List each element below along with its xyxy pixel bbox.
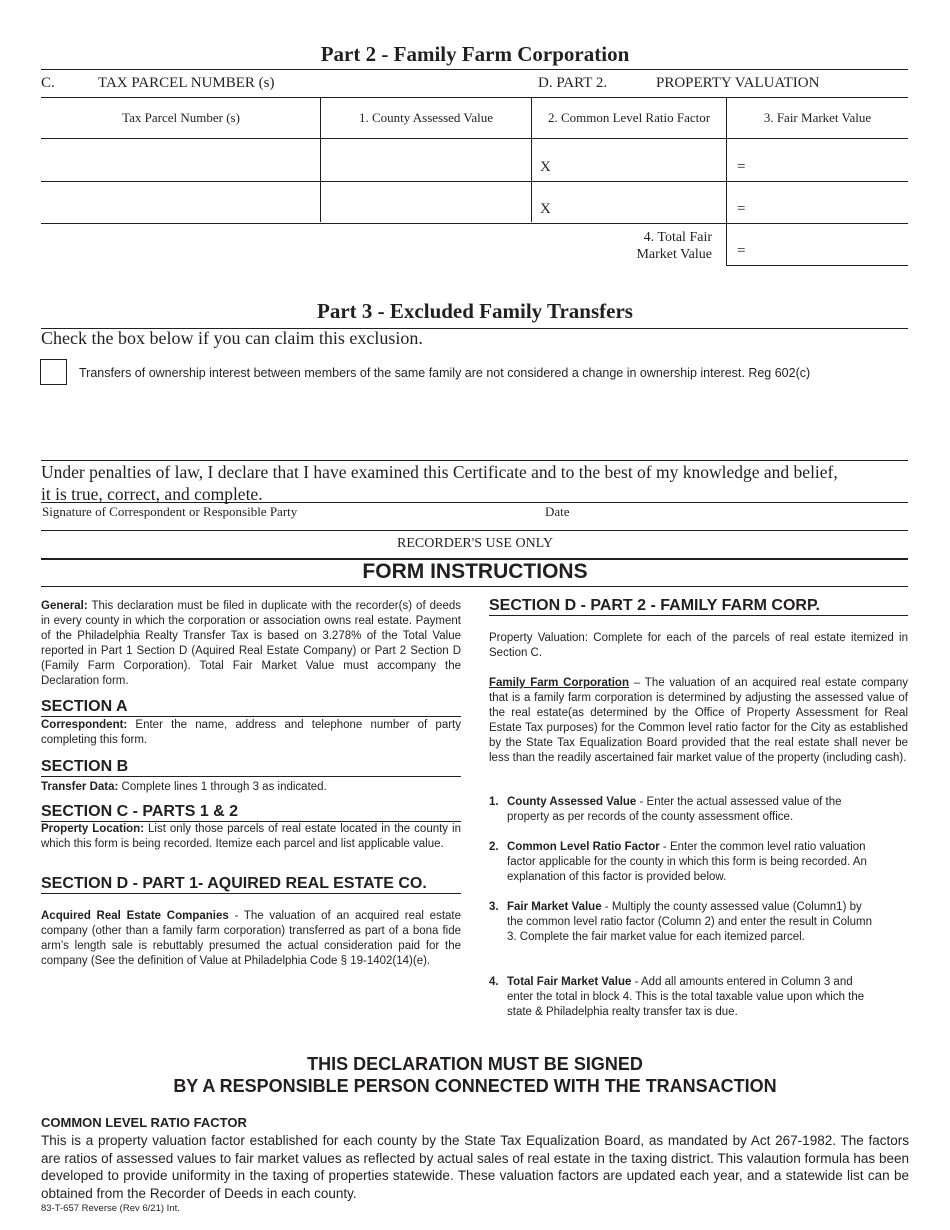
exclusion-text: Transfers of ownership interest between members of the same family are not considered a change in ownership interest. Reg 602(c) [79,366,811,380]
section-a-heading: SECTION A [41,698,461,717]
section-d-label: D. PART 2. [538,75,608,91]
instructions-rule [41,586,908,587]
family-farm-paragraph [489,676,908,766]
signature-label: Signature of Correspondent or Responsible Party [42,504,298,519]
list-item-body: - Enter the actual assessed value of the property as per records of the county assessment office. [507,796,842,823]
list-item-text [507,840,867,885]
section-c-letter: C. [41,75,55,91]
section-b-paragraph [41,780,461,795]
list-item-label: Fair Market Value [507,901,602,913]
list-item-text [507,975,872,1020]
table-divider [531,97,532,222]
equals-symbol: = [737,201,746,217]
list-item-number: 4. [489,976,499,988]
section-a-paragraph [41,718,461,748]
part2-top-rule [41,69,908,70]
section-d1-text: - The valuation of an acquired real estate company (other than a family farm corporation) transferred as part of a bona fide arm’s length sale is rebuttably presumed the actual consideration paid for the company (See the definition of Value at Philadelphia Code § 19-1402(14)(e). [41,910,461,967]
section-a-label: Correspondent: [41,719,128,731]
list-item-number: 1. [489,796,499,808]
part3-instruction: Check the box below if you can claim this exclusion. [41,328,423,348]
list-item-body: - Multiply the county assessed value (Column1) by the common level ratio factor (Column 2) and enter the result in Column 3. Complete the fair market value for each itemized parcel. [507,901,872,943]
family-farm-label: Family Farm Corporation [489,677,629,689]
general-label: General: [41,600,88,612]
section-c-paragraph [41,822,461,852]
declaration-line-1: Under penalties of law, I declare that I have examined this Certificate and to the best of my knowledge and belief, [41,462,838,482]
general-text: This declaration must be filed in duplicate with the recorder(s) of deeds in every county in which the corporation or association owns real estate. Payment of the Philadelphia Realty Transfer Tax is based on 3.278% of the Total Value reported in Part 1 Section D (Aquired Real Estate Company) or Part 2 Section D (Family Farm Corporation). Total Fair Market Value must accompany the Declaration form. [41,600,461,687]
fair-market-value-field-2[interactable] [755,183,905,222]
list-item-number: 3. [489,901,499,913]
signature-field[interactable] [41,480,531,501]
col-header-ratio: 2. Common Level Ratio Factor [547,110,711,125]
list-item-number: 2. [489,841,499,853]
fair-market-value-field-1[interactable] [755,140,905,180]
family-farm-text: – The valuation of an acquired real estate company that is a family farm corporation is determined by adjusting the assessed value of the real estate(as determined by the Office of Property Assessment for Real Estate Tax purposes) for the Common level ratio factor for the City as established by the State Tax Equalization Board provided that the real estate shall never be less than the readily ascertained fair market value of the property (including cash). [489,677,908,764]
assessed-value-field-2[interactable] [322,183,530,222]
signature-line [41,502,908,503]
parcel-number-field-2[interactable] [41,183,320,222]
total-fmv-label [600,229,712,263]
table-rule [41,223,908,224]
col-header-fmv: 3. Fair Market Value [763,110,872,125]
section-c-text: List only those parcels of real estate located in the county in which this form is being recorded. Itemize each parcel and list applicable value. [41,823,461,850]
general-paragraph [41,599,461,689]
total-fmv-label-line2: Market Value [636,247,712,262]
ratio-factor-field-1[interactable] [560,140,725,180]
total-fair-market-value-field[interactable] [755,225,905,264]
multiply-symbol: X [540,159,551,175]
section-d2-intro: Property Valuation: Complete for each of the parcels of real estate itemized in Section C. [489,632,908,659]
total-rule [726,265,908,266]
section-c-heading: SECTION C - PARTS 1 & 2 [41,803,461,822]
section-d2-heading: SECTION D - PART 2 - FAMILY FARM CORP. [489,597,908,616]
must-sign-notice [0,1053,950,1097]
table-divider [320,97,321,222]
table-rule [41,138,908,139]
list-item-label: County Assessed Value [507,796,637,808]
list-item-text [507,900,877,945]
clr-text: This is a property valuation factor established for each county by the State Tax Equalization Board, as mandated by Act 267-1982. The factors are ratios of assessed values to fair market values as reflected by actual sales of real estate in the taxing district. This valaution formula has been developed to provide uniformity in the taxing of properties statewide. These valuation factors are updated each year, and a statewide list can be obtained from the Recorder of Deeds in each county. [41,1133,909,1201]
col-header-assessed: 1. County Assessed Value [358,110,494,125]
total-fmv-label-line1: 4. Total Fair [643,230,712,245]
section-a-text: Enter the name, address and telephone number of party completing this form. [41,719,461,746]
equals-symbol: = [737,243,746,259]
must-sign-line-1: THIS DECLARATION MUST BE SIGNED [307,1054,643,1074]
section-b-heading: SECTION B [41,758,461,777]
form-instructions-title: FORM INSTRUCTIONS [362,560,588,583]
date-label: Date [545,504,570,519]
date-field[interactable] [545,480,905,501]
list-item-text [507,795,879,825]
section-d1-paragraph [41,909,461,969]
list-item-label: Common Level Ratio Factor [507,841,660,853]
section-b-text: Complete lines 1 through 3 as indicated. [118,781,327,793]
section-c-label: TAX PARCEL NUMBER (s) [98,75,275,91]
must-sign-line-2: BY A RESPONSIBLE PERSON CONNECTED WITH THE TRANSACTION [173,1076,777,1096]
multiply-symbol: X [540,201,551,217]
section-d1-label: Acquired Real Estate Companies [41,910,229,922]
list-item-body: - Add all amounts entered in Column 3 and enter the total in block 4. This is the total taxable value upon which the state & Philadelphia realty transfer tax is due. [507,976,865,1018]
part3-title: Part 3 - Excluded Family Transfers [317,299,633,323]
clr-heading: COMMON LEVEL RATIO FACTOR [41,1115,247,1130]
section-d-title: PROPERTY VALUATION [656,75,820,91]
recorder-use-only: RECORDER'S USE ONLY [397,536,553,551]
form-number: 83-T-657 Reverse (Rev 6/21) Int. [41,1203,180,1214]
ratio-factor-field-2[interactable] [560,183,725,222]
assessed-value-field-1[interactable] [322,140,530,180]
parcel-number-field-1[interactable] [41,140,320,180]
col-header-parcel: Tax Parcel Number (s) [122,110,240,125]
table-rule [41,181,908,182]
section-d1-heading: SECTION D - PART 1- AQUIRED REAL ESTATE CO. [41,875,461,894]
list-item-body: - Enter the common level ratio valuation factor applicable for the county in which this form is being recorded. An explanation of this factor is provided below. [507,841,867,883]
exclusion-checkbox[interactable] [40,359,67,385]
declaration-line-2: it is true, correct, and complete. [41,484,263,504]
header-rule [41,97,908,98]
section-b-label: Transfer Data: [41,781,119,793]
equals-symbol: = [737,159,746,175]
section-c-label: Property Location: [41,823,145,835]
list-item-label: Total Fair Market Value [507,976,632,988]
part2-title: Part 2 - Family Farm Corporation [320,42,630,66]
recorder-top-rule [41,530,908,531]
